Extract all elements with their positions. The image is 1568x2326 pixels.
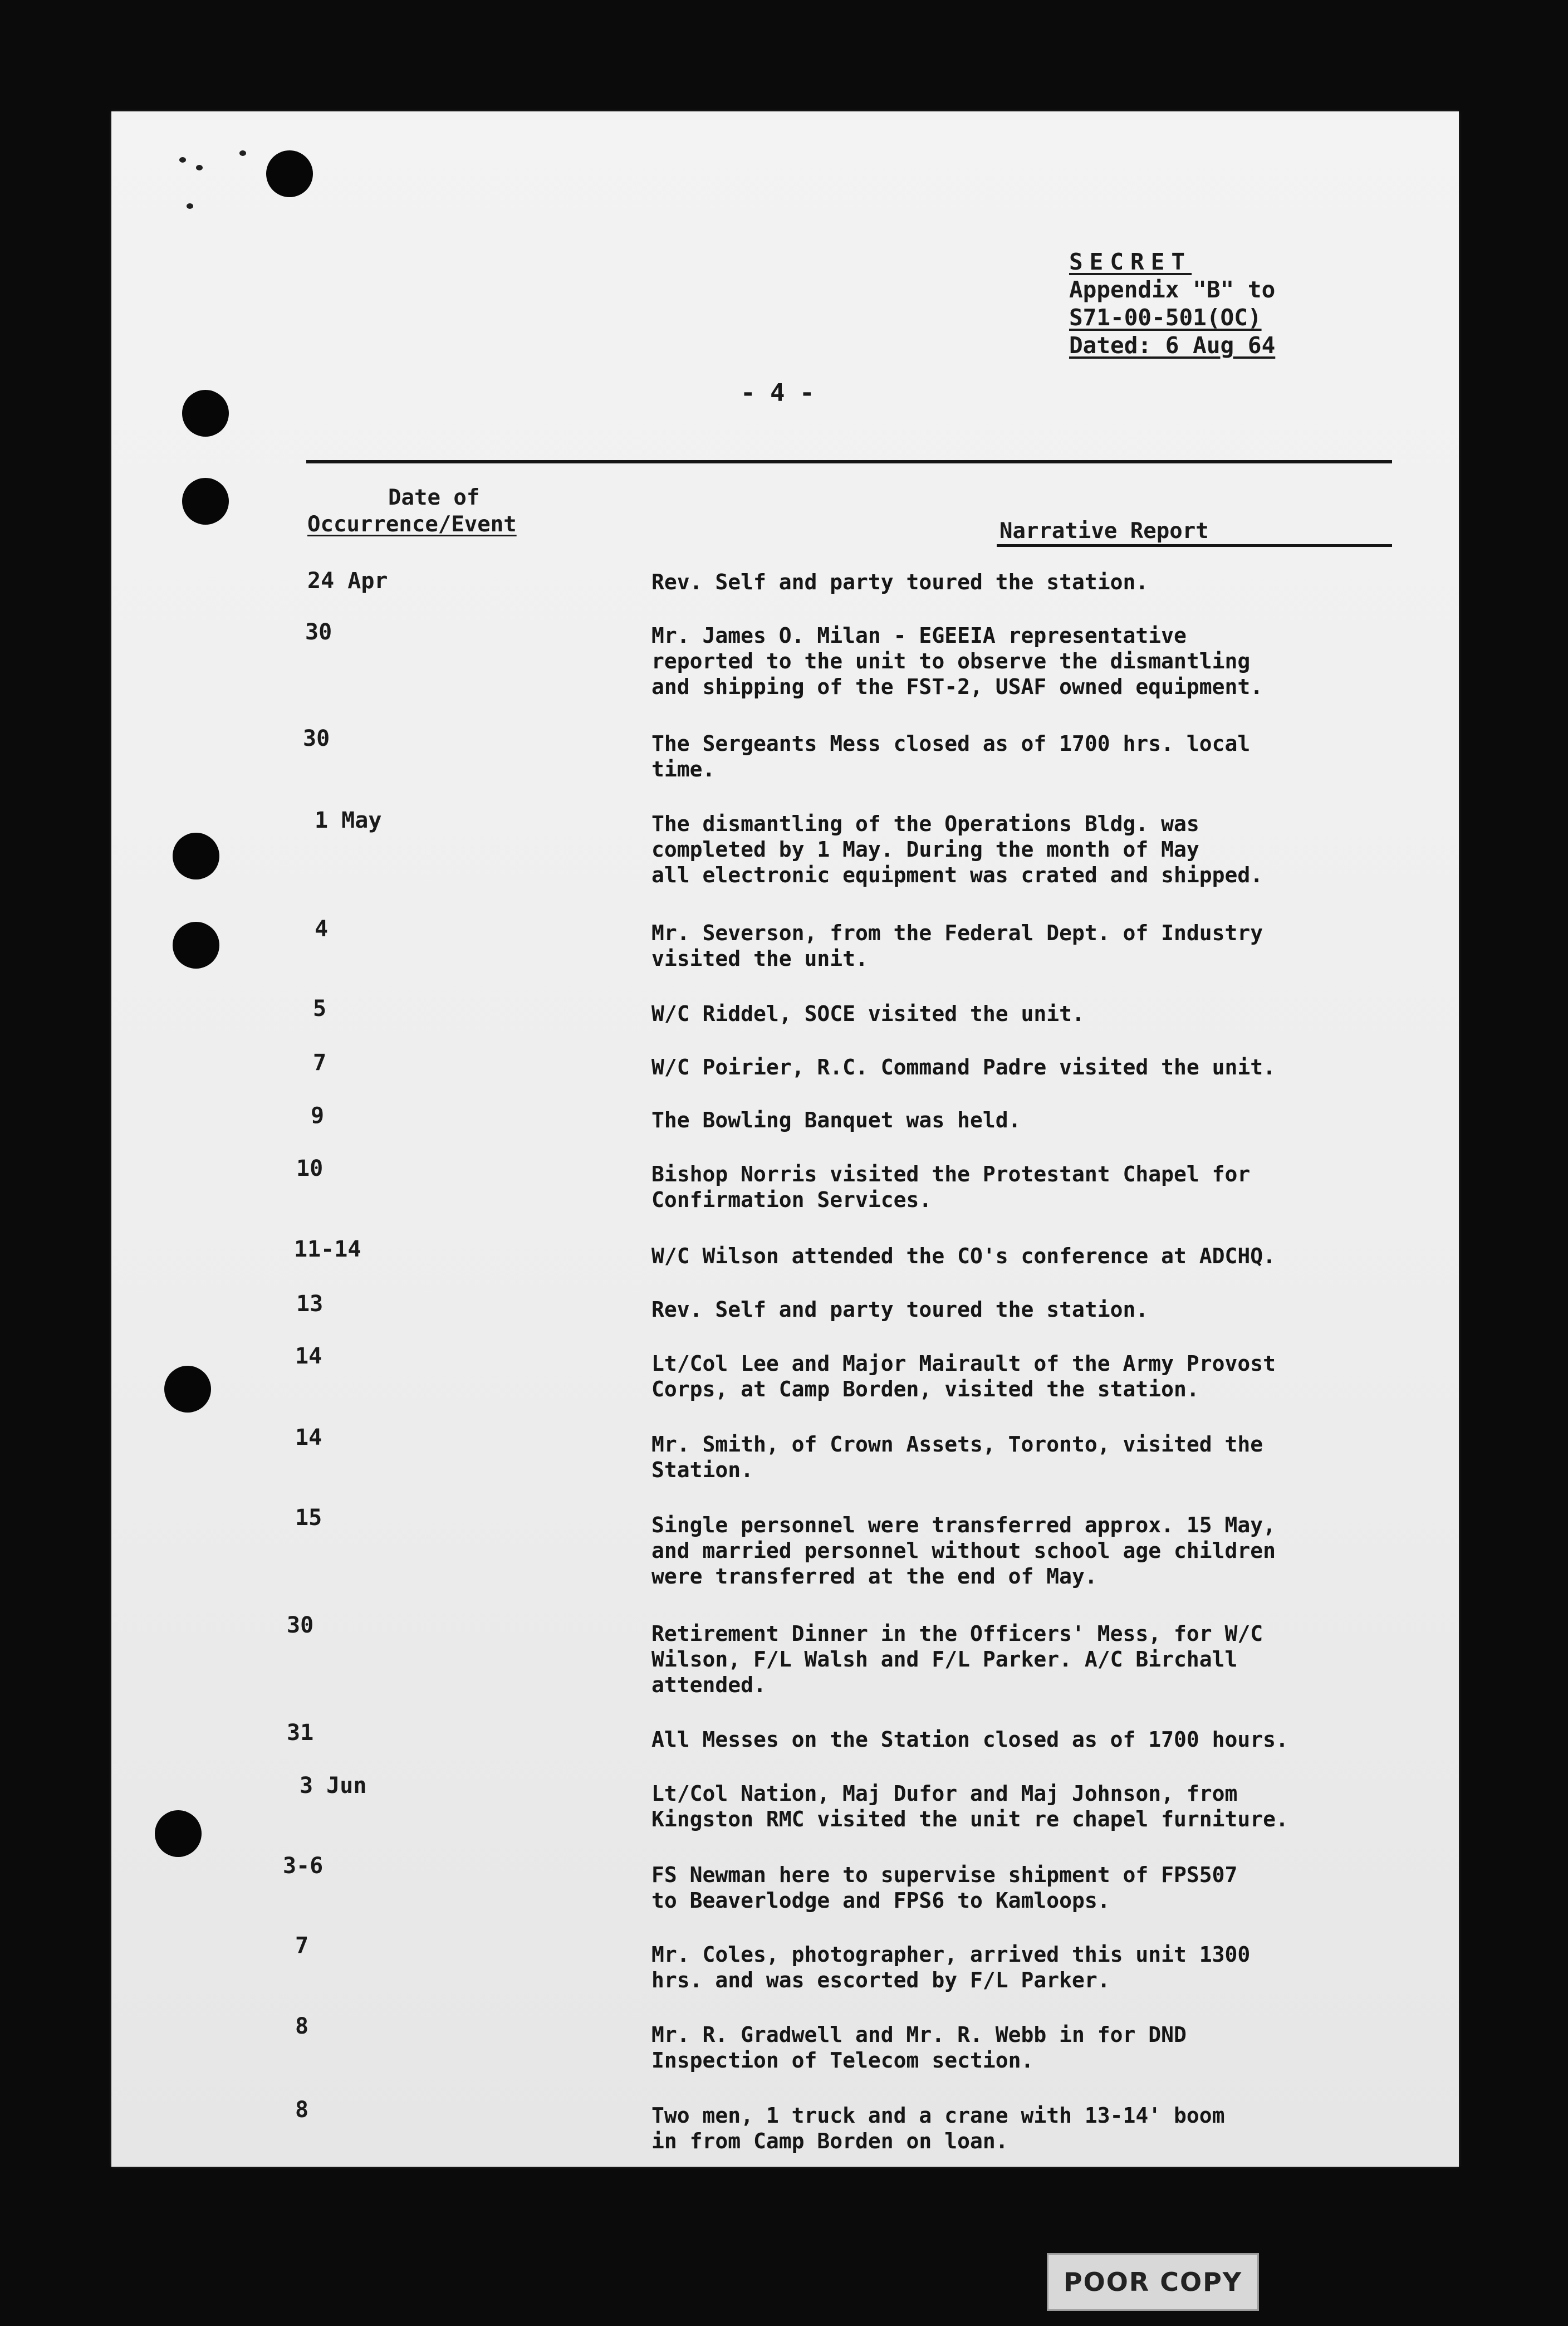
entry-date: 11-14 <box>294 1237 361 1262</box>
entry-text: The Bowling Banquet was held. <box>651 1108 1021 1132</box>
entry-text: The dismantling of the Operations Bldg. was completed by 1 May. During the month of May all electronic equipment was crated and shipped. <box>651 812 1263 887</box>
entry-date: 13 <box>296 1291 324 1317</box>
punch-hole <box>164 1366 211 1413</box>
entry-date: 3 Jun <box>300 1773 367 1799</box>
punch-hole <box>182 390 229 437</box>
column-header-narrative-label: Narrative Report <box>999 519 1209 544</box>
punch-hole <box>173 833 219 879</box>
entry-date: 31 <box>287 1720 314 1746</box>
appendix-line: Appendix "B" to <box>1069 276 1276 303</box>
page-number: - 4 - <box>741 379 815 407</box>
entry-date: 8 <box>295 2014 309 2039</box>
entry-text: Rev. Self and party toured the station. <box>651 1297 1149 1322</box>
punch-hole <box>266 150 313 197</box>
top-rule <box>306 460 1392 463</box>
ink-speck <box>187 203 193 209</box>
column-header-narrative <box>999 518 1209 545</box>
punch-hole <box>173 922 219 969</box>
entry-text: The Sergeants Mess closed as of 1700 hrs. local time. <box>651 731 1251 781</box>
entry-date: 3-6 <box>283 1853 324 1879</box>
entry-date: 9 <box>311 1103 325 1128</box>
entry-date: 7 <box>295 1933 309 1958</box>
entry-date: 30 <box>303 726 330 751</box>
entry-text: Lt/Col Lee and Major Mairault of the Army Provost Corps, at Camp Borden, visited the station. <box>651 1351 1276 1401</box>
dated-line: Dated: 6 Aug 64 <box>1069 332 1276 359</box>
entry-text: W/C Wilson attended the CO's conference at ADCHQ. <box>651 1244 1276 1268</box>
entry-date: 4 <box>315 916 329 942</box>
entry-date: 15 <box>295 1505 322 1531</box>
punch-hole <box>155 1810 202 1857</box>
entry-text: W/C Poirier, R.C. Command Padre visited the unit. <box>651 1055 1276 1079</box>
entry-date: 24 Apr <box>307 568 388 594</box>
entry-date: 8 <box>295 2097 309 2123</box>
entry-date: 14 <box>295 1343 322 1369</box>
file-reference: S71-00-501(OC) <box>1069 304 1262 331</box>
entry-text: Retirement Dinner in the Officers' Mess, for W/C Wilson, F/L Walsh and F/L Parker. A/C Birchall attended. <box>651 1621 1263 1697</box>
header-rule <box>997 544 1392 547</box>
entry-date: 1 May <box>315 808 382 833</box>
punch-hole <box>182 478 229 525</box>
classification-label: SECRET <box>1069 248 1192 275</box>
entry-text: Two men, 1 truck and a crane with 13-14' boom in from Camp Borden on loan. <box>651 2103 1225 2153</box>
entry-text: Rev. Self and party toured the station. <box>651 570 1149 594</box>
entry-text: FS Newman here to supervise shipment of FPS507 to Beaverlodge and FPS6 to Kamloops. <box>651 1863 1238 1913</box>
entry-text: W/C Riddel, SOCE visited the unit. <box>651 1001 1085 1026</box>
entry-text: All Messes on the Station closed as of 1700 hours. <box>651 1727 1288 1752</box>
entry-text: Mr. Coles, photographer, arrived this unit 1300 hrs. and was escorted by F/L Parker. <box>651 1942 1251 1992</box>
entry-date: 7 <box>313 1050 327 1076</box>
entry-text: Bishop Norris visited the Protestant Chapel for Confirmation Services. <box>651 1162 1251 1212</box>
entry-date: 5 <box>313 996 327 1022</box>
entry-date: 30 <box>305 619 332 645</box>
entry-date: 14 <box>295 1425 322 1450</box>
column-header-date-line2: Occurrence/Event <box>307 512 517 537</box>
entry-text: Mr. R. Gradwell and Mr. R. Webb in for DND Inspection of Telecom section. <box>651 2022 1187 2073</box>
entry-text: Mr. Smith, of Crown Assets, Toronto, visited the Station. <box>651 1432 1263 1482</box>
entry-date: 30 <box>287 1612 314 1638</box>
entry-text: Single personnel were transferred approx. 15 May, and married personnel without school age children were transferred at the end of May. <box>651 1513 1276 1589</box>
column-header-date <box>307 485 517 538</box>
column-header-date-line1: Date of <box>388 485 480 510</box>
ink-speck <box>196 165 203 170</box>
entry-date: 10 <box>296 1156 324 1181</box>
entry-text: Mr. Severson, from the Federal Dept. of Industry visited the unit. <box>651 921 1263 971</box>
ink-speck <box>239 150 246 156</box>
poor-copy-stamp: POOR COPY <box>1047 2253 1259 2311</box>
entry-text: Lt/Col Nation, Maj Dufor and Maj Johnson, from Kingston RMC visited the unit re chapel furniture. <box>651 1781 1288 1831</box>
ink-speck <box>179 157 186 163</box>
entry-text: Mr. James O. Milan - EGEEIA representative reported to the unit to observe the dismantling and shipping of the FST-2, USAF owned equipment. <box>651 623 1263 699</box>
document-header <box>1069 248 1314 359</box>
